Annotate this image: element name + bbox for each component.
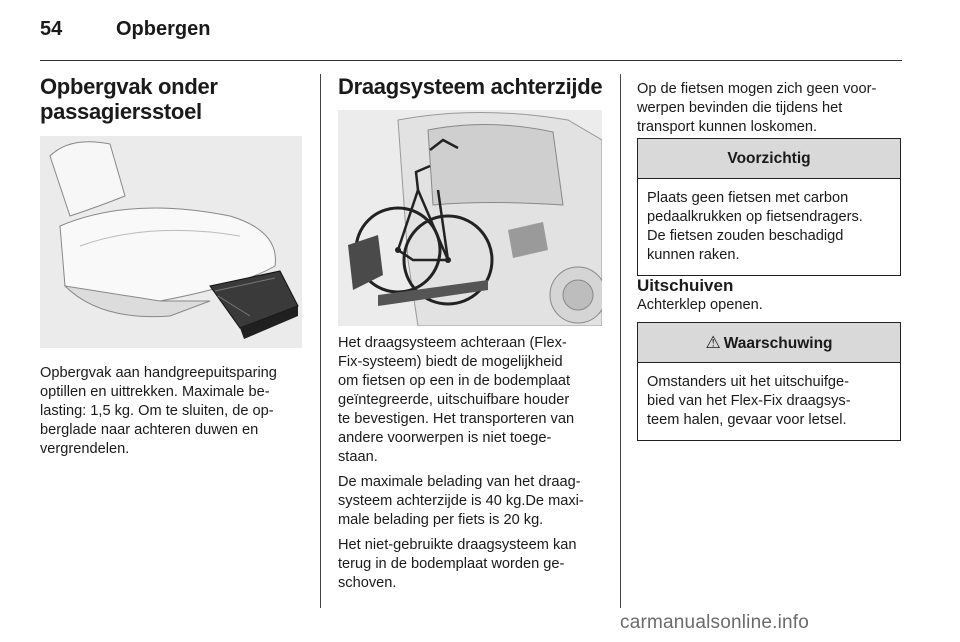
carrier-para1-line: andere voorwerpen is niet toege-: [338, 430, 552, 446]
column-divider-right: [620, 74, 621, 608]
section-title: Opbergen: [116, 18, 211, 40]
carrier-heading: Draagsysteem achterzijde: [338, 74, 603, 99]
storage-text-line: lasting: 1,5 kg. Om te sluiten, de op-: [40, 403, 274, 419]
carrier-para1-line: staan.: [338, 449, 378, 465]
warning-body: [638, 363, 900, 440]
warning-line: Omstanders uit het uitschuifge-: [647, 374, 849, 390]
warning-header: [638, 323, 900, 363]
intro-line: transport kunnen loskomen.: [637, 119, 818, 135]
middle-column: [338, 74, 604, 99]
extend-text: Achterklep openen.: [637, 297, 763, 313]
carrier-para1-line: geïntegreerde, uitschuifbare houder: [338, 392, 570, 408]
carrier-para3-line: terug in de bodemplaat worden ge-: [338, 556, 565, 572]
carrier-para1-line: Fix-systeem) biedt de mogelijkheid: [338, 354, 563, 370]
extend-heading: Uitschuiven: [637, 276, 734, 295]
carrier-para3-line: Het niet-gebruikte draagsysteem kan: [338, 537, 577, 553]
warning-triangle-icon: ⚠: [705, 333, 721, 352]
warning-title: Waarschuwing: [723, 335, 833, 352]
caution-line: pedaalkrukken op fietsendragers.: [647, 209, 863, 225]
carrier-para1-line: te bevestigen. Het transporteren van: [338, 411, 575, 427]
caution-title: Voorzichtig: [638, 139, 900, 179]
intro-line: werpen bevinden die tijdens het: [637, 100, 843, 116]
bike-carrier-drawing: [338, 110, 602, 326]
carrier-para2-line: male belading per fiets is 20 kg.: [338, 512, 544, 528]
right-column: [637, 80, 901, 137]
caution-body: [638, 179, 900, 275]
carrier-para1-line: Het draagsysteem achteraan (Flex-: [338, 335, 567, 351]
storage-text-line: vergrendelen.: [40, 441, 130, 457]
bike-carrier-illustration: [338, 110, 602, 326]
carrier-para2-line: systeem achterzijde is 40 kg.De maxi-: [338, 493, 584, 509]
carrier-para3-line: schoven.: [338, 575, 397, 591]
intro-line: Op de fietsen mogen zich geen voor-: [637, 81, 877, 97]
caution-box: [637, 138, 901, 276]
storage-text: [40, 364, 306, 459]
caution-line: kunnen raken.: [647, 247, 740, 263]
storage-text-line: berglade naar achteren duwen en: [40, 422, 259, 438]
left-column: [40, 74, 302, 124]
caution-line: Plaats geen fietsen met carbon: [647, 190, 849, 206]
warning-box: [637, 322, 901, 441]
storage-heading: [40, 74, 302, 124]
seat-drawer-drawing: [40, 136, 302, 348]
carrier-para2-line: De maximale belading van het draag-: [338, 474, 581, 490]
storage-text-line: optillen en uittrekken. Maximale be-: [40, 384, 270, 400]
column-divider-left: [320, 74, 321, 608]
storage-heading-line: passagiersstoel: [40, 99, 202, 124]
warning-line: bied van het Flex-Fix draagsys-: [647, 393, 851, 409]
storage-text-line: Opbergvak aan handgreepuitsparing: [40, 365, 277, 381]
carrier-text: [338, 334, 606, 593]
extend-section: [637, 276, 901, 315]
storage-heading-line: Opbergvak onder: [40, 74, 218, 99]
watermark: carmanualsonline.info: [620, 612, 810, 633]
warning-line: teem halen, gevaar voor letsel.: [647, 412, 847, 428]
page-number: 54: [40, 18, 63, 40]
carrier-para1-line: om fietsen op een in de bodemplaat: [338, 373, 571, 389]
header-rule: [40, 60, 902, 61]
seat-drawer-illustration: [40, 136, 302, 348]
caution-line: De fietsen zouden beschadigd: [647, 228, 844, 244]
